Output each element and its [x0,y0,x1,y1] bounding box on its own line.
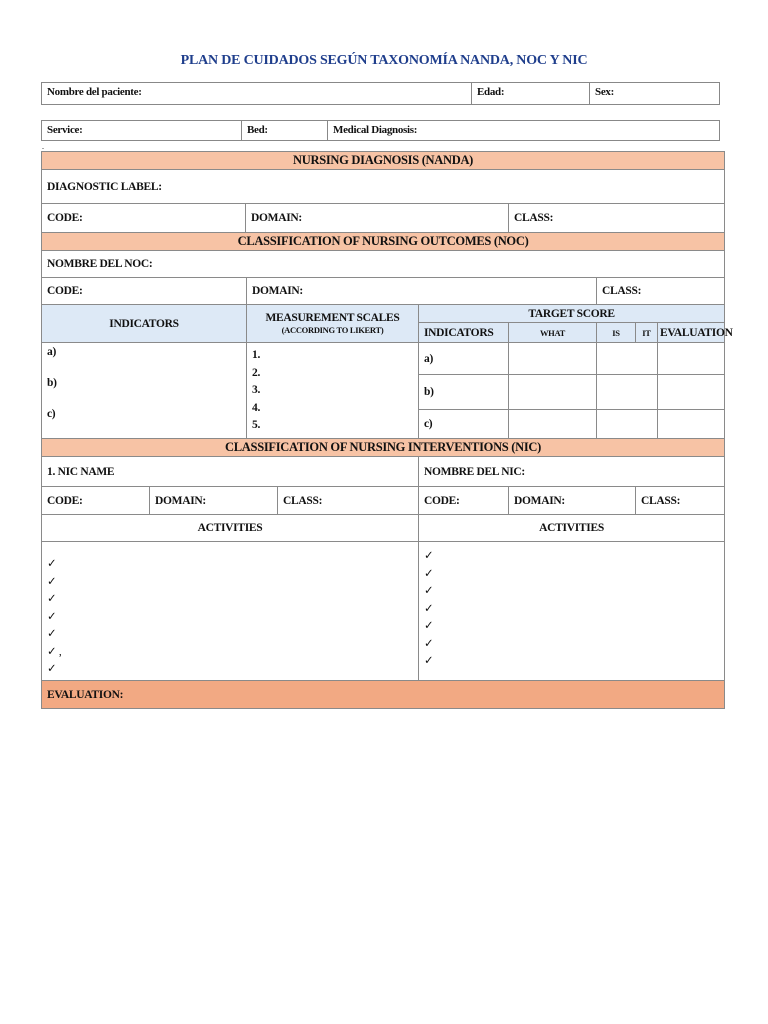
nic-right-activities-list[interactable] [419,542,725,681]
age-label: Edad: [477,86,505,98]
activity-check: ✓ [47,663,57,675]
indicator-a: a) [47,346,56,358]
scale-2: 2. [252,366,261,379]
nic-right-activities-header: ACTIVITIES [419,515,725,542]
target-c-is[interactable] [597,410,658,439]
nanda-domain-field[interactable]: DOMAIN: [246,204,509,233]
target-a-what[interactable] [509,343,597,375]
evaluation-header: EVALUATION [658,323,725,343]
nic-left-name-field[interactable]: 1. NIC NAME [42,457,419,487]
patient-info-row [41,82,720,105]
measurement-scales-header [247,305,419,343]
age-field[interactable] [472,83,590,104]
indicator-list[interactable] [42,343,247,439]
noc-name-field[interactable]: NOMBRE DEL NOC: [42,251,725,278]
activity-check: ✓ [47,558,57,570]
activity-check: ✓ [47,628,57,640]
target-indicators-header: INDICATORS [419,323,509,343]
bed-field[interactable] [242,121,328,140]
target-a-is[interactable] [597,343,658,375]
activity-check: ✓ [424,567,434,580]
nanda-code-field[interactable]: CODE: [42,204,246,233]
noc-class-field[interactable]: CLASS: [597,278,725,305]
scale-list[interactable] [247,343,419,439]
measurement-scales-subtitle: (ACCORDING TO LIKERT) [281,324,384,335]
nic-left-activities-header: ACTIVITIES [42,515,419,542]
indicator-c: c) [47,408,56,420]
target-b-evaluation[interactable] [658,375,725,410]
noc-domain-field[interactable]: DOMAIN: [247,278,597,305]
bed-label: Bed: [247,124,268,136]
service-field[interactable] [42,121,242,140]
nic-left-domain-field[interactable]: DOMAIN: [150,487,278,515]
service-info-row [41,120,720,141]
activity-check: ✓ [47,610,57,623]
scale-1: 1. [252,349,261,361]
activity-check: ✓ [47,575,57,588]
care-plan-table [41,151,733,709]
service-label: Service: [47,124,83,136]
scale-4: 4. [252,401,261,414]
nanda-header: NURSING DIAGNOSIS (NANDA) [42,152,725,170]
nic-left-code-field[interactable]: CODE: [42,487,150,515]
medical-diagnosis-label: Medical Diagnosis: [333,124,418,136]
target-row-c[interactable]: c) [419,410,509,439]
target-row-a[interactable]: a) [419,343,509,375]
nic-right-code-field[interactable]: CODE: [419,487,509,515]
target-it-header: IT [636,323,658,343]
target-what-header: WHAT [509,323,597,343]
noc-code-field[interactable]: CODE: [42,278,247,305]
activity-check: ✓ [424,602,434,615]
target-is-header: IS [597,323,636,343]
target-row-b[interactable]: b) [419,375,509,410]
target-score-header: TARGET SCORE [419,305,725,323]
sex-label: Sex: [595,86,614,98]
activity-check: ✓ , [47,645,62,658]
activity-check: ✓ [424,550,434,562]
patient-name-label: Nombre del paciente: [47,86,142,98]
patient-name-field[interactable] [42,83,472,104]
noc-header: CLASSIFICATION OF NURSING OUTCOMES (NOC) [42,233,725,251]
medical-diagnosis-field[interactable] [328,121,720,140]
target-a-evaluation[interactable] [658,343,725,375]
nic-right-class-field[interactable]: CLASS: [636,487,725,515]
nic-left-class-field[interactable]: CLASS: [278,487,419,515]
activity-check: ✓ [424,655,434,667]
nic-right-name-field[interactable]: NOMBRE DEL NIC: [419,457,725,487]
stray-mark: . [42,142,44,151]
scale-5: 5. [252,419,261,431]
nic-left-activities-list[interactable] [42,542,419,681]
noc-indicators-header: INDICATORS [42,305,247,343]
measurement-scales-title: MEASUREMENT SCALES [265,311,400,324]
nic-right-domain-field[interactable]: DOMAIN: [509,487,636,515]
target-b-is[interactable] [597,375,658,410]
evaluation-field[interactable]: EVALUATION: [42,681,725,709]
target-c-evaluation[interactable] [658,410,725,439]
sex-field[interactable] [590,83,720,104]
indicator-b: b) [47,377,57,389]
activity-check: ✓ [424,620,434,632]
document-title: PLAN DE CUIDADOS SEGÚN TAXONOMÍA NANDA, NOC Y NIC [180,53,588,68]
activity-check: ✓ [424,585,434,597]
target-c-what[interactable] [509,410,597,439]
activity-check: ✓ [47,593,57,605]
nic-header: CLASSIFICATION OF NURSING INTERVENTIONS (NIC) [42,439,725,457]
activity-check: ✓ [424,637,434,650]
scale-3: 3. [252,384,261,396]
nanda-class-field[interactable]: CLASS: [509,204,725,233]
diagnostic-label-field[interactable]: DIAGNOSTIC LABEL: [42,170,725,204]
target-b-what[interactable] [509,375,597,410]
